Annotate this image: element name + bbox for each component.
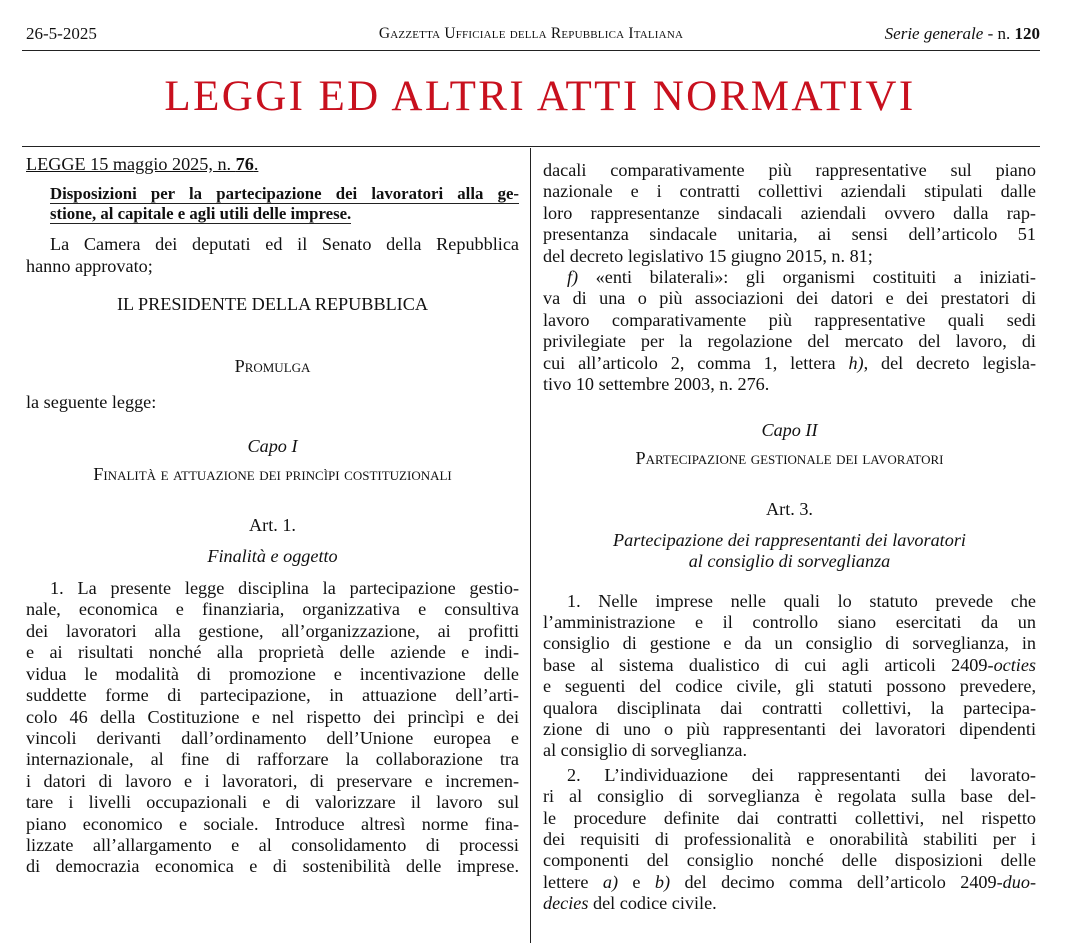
f-letter: f) — [567, 267, 579, 288]
p2-line-7 — [543, 893, 1036, 914]
series-info — [885, 24, 1040, 44]
f-line-5 — [543, 353, 1036, 374]
p1-line-4 — [543, 655, 1036, 676]
f-text-5c: , del decreto legisla- — [863, 352, 1036, 373]
right-column — [543, 160, 1036, 915]
article-3-heading: Art. 3. — [766, 499, 813, 520]
article-3-title-line-1: Partecipazione dei rappresentanti dei lavoratori — [613, 529, 966, 550]
law-suffix: . — [253, 154, 259, 174]
f-line-1 — [543, 267, 1036, 288]
p2-line: le procedure definite dai contratti collettivi, nel rispetto — [543, 807, 1036, 828]
approval-line-2: hanno approvato; — [26, 255, 153, 276]
art1-line: i datori di lavoro e i lavoratori, di preservare e incremen- — [26, 770, 519, 791]
p2-text-6c: e — [618, 871, 655, 892]
p2-text-6d: b) — [654, 871, 671, 892]
cont-line: dacali comparativamente più rappresentative sul piano — [543, 160, 1036, 180]
p2-line: 2. L’individuazione dei rappresentanti dei lavorato- — [567, 764, 1036, 785]
law-subject-text-2: stione, al capitale e agli utili delle imprese. — [50, 204, 352, 224]
f-text-5a: cui all’articolo 2, comma 1, lettera — [543, 352, 849, 373]
page-header — [22, 24, 1040, 48]
p1-line: consiglio di gestione e da un consiglio di sorveglianza, in — [543, 633, 1036, 654]
law-subject-line-1 — [50, 184, 519, 204]
article-3-paragraph-1 — [543, 591, 1036, 762]
letter-f-paragraph — [543, 267, 1036, 395]
art1-line: dei lavoratori alla gestione, all’organizzazione, ai profitti — [26, 620, 519, 641]
continuation-paragraph — [543, 160, 1036, 267]
art1-line: tare i livelli occupazionali e di valorizzare il lavoro sul — [26, 792, 519, 813]
p1-line: qualora disciplinata dai contratti collettivi, la partecipa- — [543, 697, 1036, 718]
series-number: 120 — [1014, 24, 1040, 43]
article-1-paragraph — [26, 578, 519, 878]
p1-line-last: al consiglio di sorveglianza. — [543, 740, 748, 761]
law-subject — [50, 184, 519, 224]
p2-text-7b: del codice civile. — [588, 893, 717, 914]
p1-text-4b: octies — [993, 654, 1036, 675]
series-sep: - n. — [983, 24, 1015, 43]
f-text-1: «enti bilaterali»: gli organismi costituiti a iniziati- — [578, 267, 1036, 288]
p2-text-6f: duo- — [1002, 871, 1037, 892]
article-3-paragraph-2 — [543, 765, 1036, 915]
cont-line: nazionale e i contratti collettivi aziendali stipulati dalle — [543, 181, 1036, 202]
f-line: va di una o più associazioni dei datori e dei prestatori di — [543, 288, 1036, 309]
art1-line: suddette forme di partecipazione, in attuazione dell’arti- — [26, 685, 519, 706]
p1-text-4a: base al sistema dualistico di cui agli articoli 2409- — [543, 654, 994, 675]
p2-line: dei requisiti di professionalità e onorabilità stabiliti per i — [543, 828, 1036, 849]
art1-line: nale, economica e finanziaria, organizzativa e consultiva — [26, 599, 519, 620]
f-text-5b: h) — [848, 352, 864, 373]
article-3-title-line-2: al consiglio di sorveglianza — [688, 551, 891, 572]
art1-line: lizzate all’allargamento e al consolidamento di processi — [26, 834, 519, 855]
p1-line: 1. Nelle imprese nelle quali lo statuto prevede che — [567, 590, 1036, 611]
art1-line: piano economico e sociale. Introduce altresì norme fina- — [26, 813, 519, 834]
p2-line: ri al consiglio di sorveglianza è regolata sulla base del- — [543, 786, 1036, 807]
art1-line: colo 46 della Costituzione e nel rispetto dei princìpi e dei — [26, 706, 519, 727]
approval-line-1: La Camera dei deputati ed il Senato della Repubblica — [50, 234, 519, 255]
cont-line: del decreto legislativo 15 giugno 2015, n. 81; — [543, 245, 873, 266]
following-law: la seguente legge: — [26, 392, 157, 413]
art1-line: di democrazia economica e di sostenibilità delle imprese. — [26, 856, 519, 877]
art1-line: vidua le modalità di promozione e incentivazione delle — [26, 663, 519, 684]
capo-1-heading: Capo I — [247, 436, 298, 457]
p2-line: componenti del consiglio nonché delle disposizioni delle — [543, 850, 1036, 871]
president-line: IL PRESIDENTE DELLA REPUBBLICA — [116, 294, 429, 315]
p2-text-6b: a) — [602, 871, 618, 892]
article-1-title: Finalità e oggetto — [207, 545, 338, 566]
p2-text-6a: lettere — [543, 871, 603, 892]
law-number: 76 — [235, 154, 254, 174]
art1-line: internazionale, al fine di rafforzare la collaborazione tra — [26, 749, 519, 770]
banner-rule — [22, 146, 1040, 147]
p1-line: zione di uno o più rappresentanti dei lavoratori dipendenti — [543, 718, 1036, 739]
p2-line-6 — [543, 872, 1036, 893]
capo-2-heading: Capo II — [761, 420, 818, 441]
cont-line: loro rappresentanze sindacali aziendali ovvero dalla rap- — [543, 202, 1036, 223]
law-subject-text-1: Disposizioni per la partecipazione dei lavoratori alla ge- — [50, 184, 519, 204]
issue-date: 26-5-2025 — [26, 24, 97, 43]
column-divider — [530, 148, 531, 943]
article-3-title — [543, 530, 1036, 573]
gazette-title: Gazzetta Ufficiale della Repubblica Italiana — [378, 25, 684, 42]
article-1-heading: Art. 1. — [249, 515, 296, 536]
capo-2-title: Partecipazione gestionale dei lavoratori — [635, 447, 944, 468]
capo-1-title: Finalità e attuazione dei princìpi costituzionali — [93, 463, 452, 484]
p2-text-6e: del decimo comma dell’articolo 2409- — [670, 871, 1003, 892]
section-banner: LEGGI ED ALTRI ATTI NORMATIVI — [164, 73, 916, 120]
f-line: privilegiate per la regolazione del mercato del lavoro, di — [543, 331, 1036, 352]
approval-paragraph — [26, 234, 519, 277]
p1-line: l’amministrazione e il controllo siano esercitati da un — [543, 611, 1036, 632]
art1-line: 1. La presente legge disciplina la partecipazione gestio- — [50, 578, 519, 599]
cont-line: presentanza sindacale unitaria, ai sensi dell’articolo 51 — [543, 224, 1036, 245]
art1-line: e ai risultati nonché alla proprietà delle aziende e indi- — [26, 642, 519, 663]
law-heading — [26, 154, 519, 175]
p1-line: e seguenti del codice civile, gli statuti possono prevedere, — [543, 676, 1036, 697]
header-rule — [22, 50, 1040, 51]
law-subject-line-2 — [50, 204, 519, 224]
f-line: lavoro comparativamente più rappresentative quali sedi — [543, 309, 1036, 330]
series-label: Serie generale — [884, 24, 984, 43]
p2-text-7a: decies — [543, 893, 589, 914]
f-line-6: tivo 10 settembre 2003, n. 276. — [543, 374, 770, 395]
art1-line: vincoli derivanti dall’ordinamento dell’Unione europea e — [26, 727, 519, 748]
promulga: Promulga — [234, 355, 311, 376]
law-prefix: LEGGE 15 maggio 2025, n. — [26, 154, 236, 174]
left-column — [26, 154, 519, 878]
